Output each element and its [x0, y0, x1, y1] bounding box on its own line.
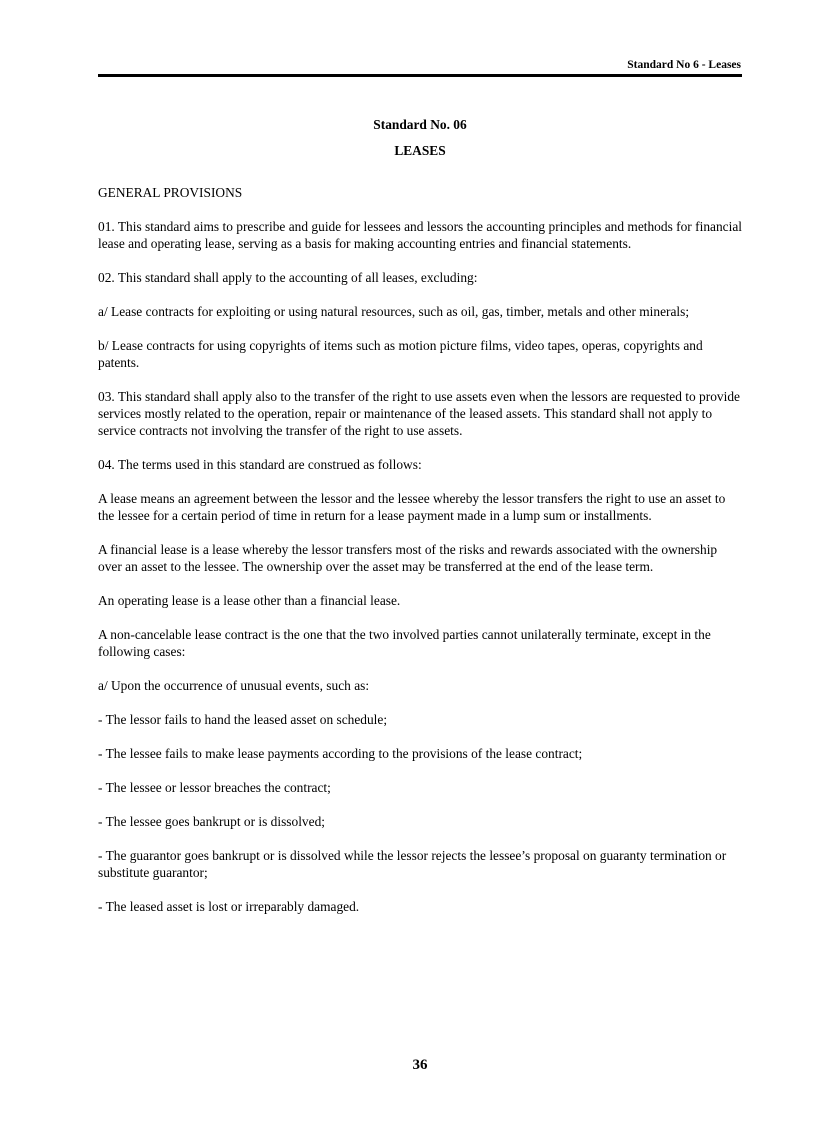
running-header: Standard No 6 - Leases: [627, 59, 741, 71]
document-title: Standard No. 06: [373, 117, 467, 132]
definition-financial-lease: A financial lease is a lease whereby the lessor transfers most of the risks and rewards associated with the ownership over an asset to the lessee. The ownership over the asset may be transferred at the end of the lease term.: [98, 542, 718, 574]
definition-non-cancelable-lease: A non-cancelable lease contract is the one that the two involved parties cannot unilaterally terminate, except in the following cases:: [98, 627, 711, 659]
list-item: - The lessee or lessor breaches the contract;: [98, 780, 331, 795]
header-rule: [98, 74, 742, 77]
list-item: - The lessee fails to make lease payments according to the provisions of the lease contract;: [98, 746, 583, 761]
paragraph-02: 02. This standard shall apply to the accounting of all leases, excluding:: [98, 270, 478, 285]
section-heading: GENERAL PROVISIONS: [98, 185, 243, 200]
list-item: - The lessee goes bankrupt or is dissolved;: [98, 814, 325, 829]
document-body: [98, 184, 742, 932]
paragraph-02-b: b/ Lease contracts for using copyrights of items such as motion picture films, video tapes, operas, copyrights and patents.: [98, 338, 703, 370]
document-subtitle: LEASES: [394, 143, 446, 158]
paragraph-01: 01. This standard aims to prescribe and guide for lessees and lessors the accounting principles and methods for financial lease and operating lease, serving as a basis for making accounting entries and financial statements.: [98, 219, 742, 251]
list-intro: a/ Upon the occurrence of unusual events, such as:: [98, 678, 370, 693]
list-item: - The guarantor goes bankrupt or is dissolved while the lessor rejects the lessee’s proposal on guaranty termination or substitute guarantor;: [98, 848, 727, 880]
list-item: - The lessor fails to hand the leased asset on schedule;: [98, 712, 388, 727]
definition-lease: A lease means an agreement between the lessor and the lessee whereby the lessor transfers the right to use an asset to the lessee for a certain period of time in return for a lease payment made in a lump sum or installments.: [98, 491, 726, 523]
definition-operating-lease: An operating lease is a lease other than a financial lease.: [98, 593, 401, 608]
paragraph-03: 03. This standard shall apply also to the transfer of the right to use assets even when the lessors are requested to provide services mostly related to the operation, repair or maintenance of the leased assets. This standard shall not apply to service contracts not involving the transfer of the right to use assets.: [98, 389, 740, 438]
page-number: 36: [412, 1057, 428, 1073]
paragraph-02-a: a/ Lease contracts for exploiting or using natural resources, such as oil, gas, timber, metals and other minerals;: [98, 304, 690, 319]
list-item: - The leased asset is lost or irreparably damaged.: [98, 899, 360, 914]
paragraph-04: 04. The terms used in this standard are construed as follows:: [98, 457, 422, 472]
